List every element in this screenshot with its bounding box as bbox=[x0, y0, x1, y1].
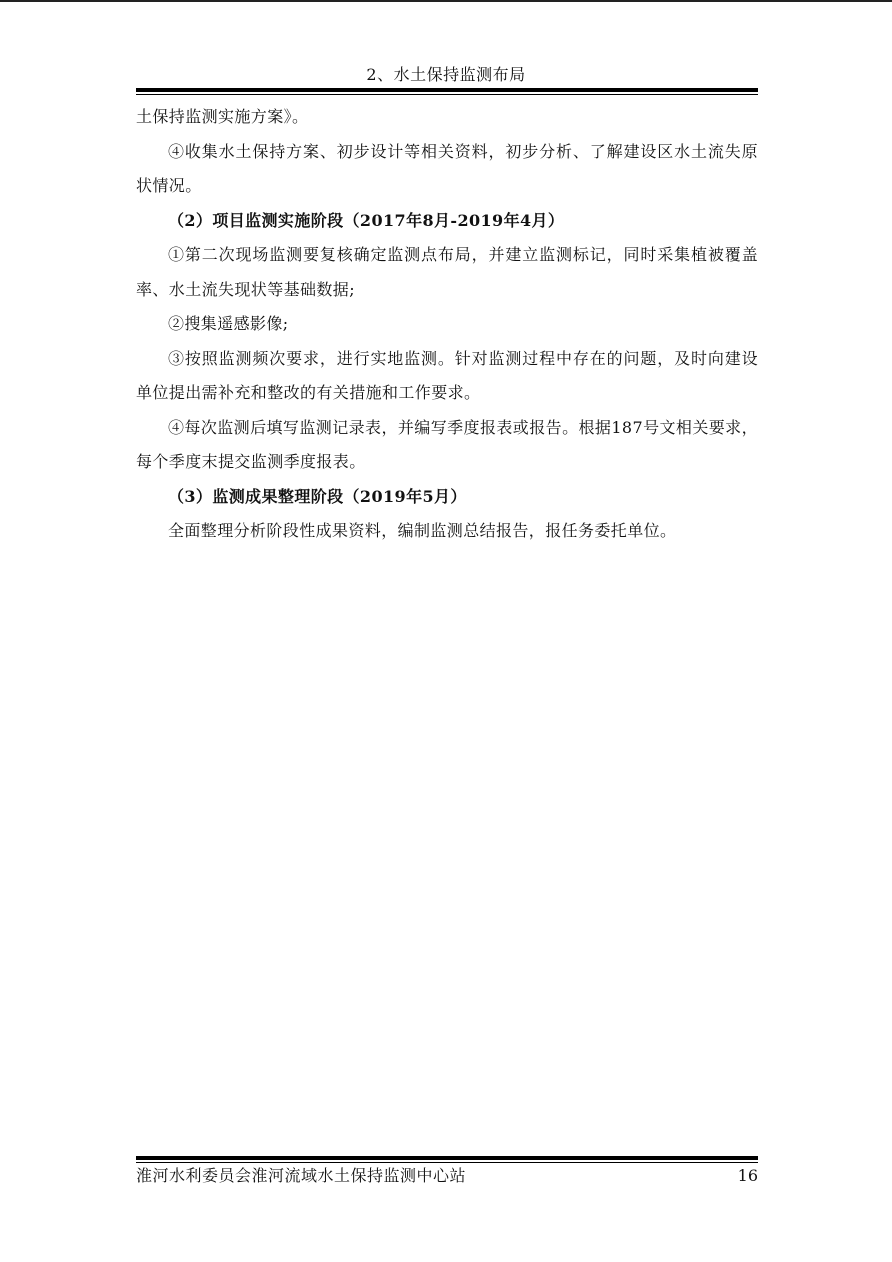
header-rule-thick bbox=[136, 88, 758, 92]
footer-organization: 淮河水利委员会淮河流域水土保持监测中心站 bbox=[136, 1166, 467, 1185]
paragraph-item-4-collect-materials: ④收集水土保持方案、初步设计等相关资料，初步分析、了解建设区水土流失原状情况。 bbox=[136, 141, 758, 195]
paragraph-final-summary: 全面整理分析阶段性成果资料，编制监测总结报告，报任务委托单位。 bbox=[168, 521, 677, 540]
paragraph-item-4-records-reports: ④每次监测后填写监测记录表，并编写季度报表或报告。根据187号文相关要求，每个季度末提交监测季度报表。 bbox=[136, 417, 758, 471]
paragraph-item-2-remote-sensing: ②搜集遥感影像; bbox=[168, 314, 289, 333]
footer-rule-thick bbox=[136, 1156, 758, 1160]
paragraph-continuation: 土保持监测实施方案》。 bbox=[136, 107, 309, 126]
page-header-title: 2、水土保持监测布局 bbox=[366, 65, 526, 84]
footer-rule-thin bbox=[136, 1162, 758, 1163]
header-rule-thin bbox=[136, 94, 758, 95]
paragraph-item-3-field-monitoring: ③按照监测频次要求，进行实地监测。针对监测过程中存在的问题，及时向建设单位提出需补充和整改的有关措施和工作要求。 bbox=[136, 348, 758, 402]
page-top-border bbox=[0, 0, 892, 2]
section-heading-implementation-stage: （2）项目监测实施阶段（2017年8月-2019年4月） bbox=[168, 210, 565, 230]
paragraph-item-1-second-monitoring: ①第二次现场监测要复核确定监测点布局，并建立监测标记，同时采集植被覆盖率、水土流失现状等基础数据; bbox=[136, 245, 758, 299]
document-body bbox=[136, 100, 758, 549]
section-heading-results-stage: （3）监测成果整理阶段（2019年5月） bbox=[168, 486, 467, 506]
page-number: 16 bbox=[737, 1166, 758, 1185]
